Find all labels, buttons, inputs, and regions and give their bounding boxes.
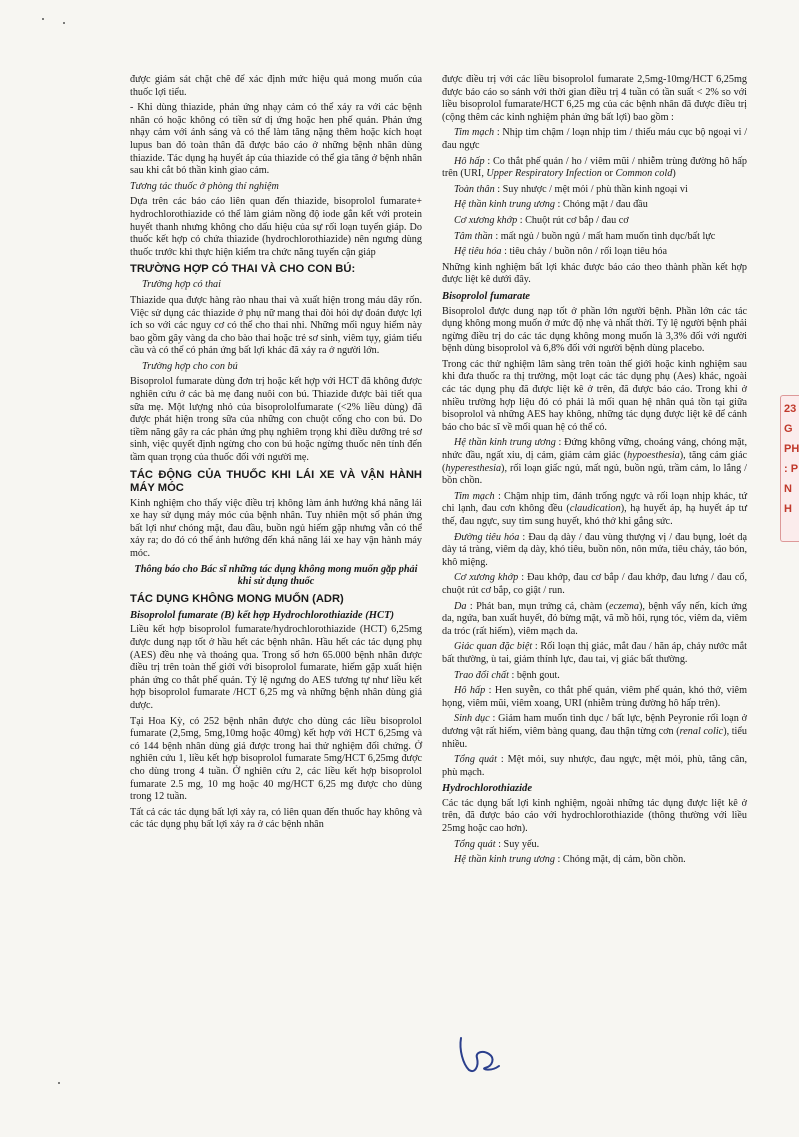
- signature-mark: [455, 1030, 505, 1080]
- adr-text: : Rối loạn thị giác, mắt đau / hăn áp, chảy nước mắt bất thường, ù tai, giảm thính lực, đau tai, vị giác bất thường.: [442, 641, 747, 665]
- adr-text: ), hạ huyết áp, hạ huyết áp tư thế, đau ngực, suy tim sung huyết, khó thở khi gắng sức.: [442, 503, 747, 527]
- adr-text: : Đau khớp, đau cơ bắp / đau khớp, đau lưng / đau cổ, chuột rút cơ bắp, co giật / run.: [442, 572, 747, 596]
- adr-text: : Chóng mặt / đau đầu: [557, 199, 648, 211]
- adr-label: Tim mạch: [454, 127, 495, 139]
- adr-text: : Phát ban, mụn trứng cá, chàm (: [469, 600, 610, 612]
- adr-item: [442, 713, 747, 751]
- adr-text: : Suy yếu.: [498, 838, 540, 850]
- adr-item: [442, 437, 747, 487]
- paragraph: Tất cả các tác dụng bất lợi xảy ra, có liên quan đến thuốc hay không và các tác dụng phụ bất lợi xảy ra ở các bệnh nhân: [130, 806, 422, 831]
- adr-text: : Đau dạ dày / đau vùng thượng vị / đau bụng, loét dạ dày tá tràng, viêm dạ dày, khó tiêu, buồn nôn, nôn mửa, tiêu chảy, táo bón, khô miệng.: [442, 531, 748, 568]
- adr-item: [442, 215, 747, 228]
- adr-text: ): [672, 168, 676, 180]
- adr-label: Giác quan đặc biệt: [454, 641, 533, 653]
- adr-text: : Giảm ham muốn tình dục / bất lực, bệnh Peyronie rối loạn ở dương vật rất hiếm, viêm bàng quang, đau thận từng cơn (: [442, 713, 748, 737]
- paragraph: Kinh nghiệm cho thấy việc điều trị không làm ảnh hưởng khả năng lái xe hay sử dụng máy móc của bệnh nhân. Tuy nhiên một số phản ứng bất lợi như chóng mặt, đau đầu, buồn ngủ hiếm gặp nhưng vẫn có thể xảy ra; do đó có thể ảnh hưởng đến khả năng lái xe hay vận hành máy móc.: [130, 497, 422, 559]
- adr-label: Tổng quát: [454, 838, 496, 850]
- adr-item: [442, 246, 747, 259]
- scan-speck: [42, 18, 44, 20]
- stamp-text: 23: [784, 403, 797, 415]
- adr-italic: hypoesthesia: [627, 450, 680, 462]
- subsection-heading: Bisoprolol fumarate (B) kết hợp Hydrochlorothiazide (HCT): [130, 609, 395, 621]
- stamp-text: : P: [784, 463, 799, 475]
- adr-text: : Co thắt phế quản / ho / viêm mũi / nhiễm trùng đường hô hấp trên (URI,: [442, 155, 747, 180]
- adr-italic: renal colic: [679, 725, 724, 737]
- paragraph: được điều trị với các liều bisoprolol fumarate 2,5mg-10mg/HCT 6,25mg được báo cáo so sánh với thời gian điều trị 4 tuần có tần suất < 2% so với liều bisoprolol fumarate/HCT 6,25 mg của các bệnh nhân đã được điều trị (cộng thêm các kinh nghiệm phản ứng bất lợi) bao gồm :: [442, 74, 747, 123]
- section-heading: TRƯỜNG HỢP CÓ THAI VÀ CHO CON BÚ:: [130, 263, 356, 276]
- paragraph: - Khi dùng thiazide, phản ứng nhạy cảm có thể xảy ra với các bệnh nhân có hoặc không có tiền sử dị ứng hoặc hen phế quản. Phản ứng nhạy cảm với ánh sáng và có thể làm tăng nặng thêm hoặc kích hoạt lupus ban đỏ toàn thân đã được báo cáo ở những bệnh nhân dùng thiazide. Tác dụng hạ huyết áp của thiazide có thể gia tăng ở bệnh nhân sau khi cắt bỏ thần kinh giao cảm.: [130, 102, 422, 177]
- paragraph: Dựa trên các báo cáo liên quan đến thiazide, bisoprolol fumarate+ hydrochlorothiazide có thể làm giảm nồng độ iode gắn kết với protein huyết thanh nhưng không cho dấu hiệu của sự rối loạn tuyến giáp. Do thuốc kết hợp có chứa thiazide (hydrochlorothiazide) nên ngưng dùng thuốc trước khi thực hiện kiểm tra chức năng tuyến cận giáp: [130, 196, 422, 258]
- paragraph: Tại Hoa Kỳ, có 252 bệnh nhân được cho dùng các liều bisoprolol fumarate (2,5mg, 5mg,10mg hoặc 40mg) kết hợp với HCT 6,25mg và có 144 bệnh nhân dùng giả được trong hai thử nghiệm đối chứng. Ở nghiên cứu 1, liều kết hợp bisoprolol fumarate 5mg/HCT 6,25mg được cho dùng trong 4 tuần. Ở nghiên cứu 2, các liều kết hợp bisoprolol fumarate 2.5 mg, 10 mg hoặc 40 mg/HCT 6,25 mg được cho dùng trong 12 tuần.: [130, 715, 422, 803]
- adr-text: : Suy nhược / mệt mỏi / phù thần kinh ngoại vi: [497, 183, 688, 195]
- right-column: [442, 74, 747, 870]
- subsection-heading: Hydrochlorothiazide: [442, 783, 533, 795]
- section-subtitle: Tương tác thuốc ở phòng thí nghiệm: [130, 180, 279, 192]
- adr-label: Tim mạch: [454, 490, 495, 502]
- section-heading: TÁC ĐỘNG CỦA THUỐC KHI LÁI XE VÀ VẬN HÀNH MÁY MÓC: [130, 468, 422, 494]
- adr-item: [442, 754, 747, 779]
- adr-text: : Nhịp tim chậm / loạn nhịp tim / thiếu máu cục bộ ngoại vi / đau ngực: [442, 127, 748, 151]
- adr-item: [442, 532, 747, 570]
- adr-item: [442, 670, 747, 683]
- adr-italic: eczema: [609, 600, 639, 612]
- scan-speck: [58, 1082, 60, 1084]
- adr-text: : Mệt mỏi, suy nhược, đau ngực, mệt mỏi, phù, tăng cân, phù mạch.: [442, 754, 747, 778]
- adr-label: Tâm thần: [454, 230, 493, 242]
- adr-label: Hô hấp: [454, 685, 486, 697]
- adr-item: [442, 854, 747, 867]
- adr-label: Hệ thần kinh trung ương: [454, 199, 555, 211]
- adr-item: [442, 199, 747, 212]
- adr-italic: Common cold: [615, 168, 673, 180]
- paragraph: Những kinh nghiệm bất lợi khác được báo cáo theo thành phần kết hợp được liệt kê dưới đây.: [442, 261, 747, 286]
- adr-item: [442, 601, 747, 639]
- adr-italic: claudication: [569, 503, 621, 515]
- adr-label: Hệ thần kinh trung ương: [454, 854, 555, 866]
- stamp-text: N: [784, 483, 792, 495]
- adr-label: Trao đổi chất: [454, 669, 509, 681]
- paragraph: Trong các thử nghiệm lâm sàng trên toàn thế giới hoặc kinh nghiệm sau khi đưa thuốc ra thị trường, một loạt các tác dụng phụ (Aes) khác, ngoài các tác dụng phụ đã được liệt kê ở trên, đã được báo cáo. Trong khi ở nhiều trường hợp liệu đó có phải là mối quan hệ nhân quả tồn tại giữa bisoprolol và những AES hay không, những tác dụng được liệt kê để cảnh báo cho bác sĩ về mối quan hệ có thể có.: [442, 358, 747, 433]
- adr-item: [442, 685, 747, 710]
- adr-text: ), bệnh vẩy nến, kích ứng da, ngứa, ban xuất huyết, đỏ bừng mặt, vã mồ hôi, rụng tóc, viêm da, viêm da tróc (rất hiếm), viêm mạch da.: [442, 600, 747, 637]
- notice-text: Thông báo cho Bác sĩ những tác dụng không mong muốn gặp phải khi sử dụng thuốc: [134, 563, 418, 588]
- adr-text: : Chuột rút cơ bắp / đau cơ: [519, 214, 629, 226]
- adr-item: [442, 184, 747, 197]
- stamp-mark: [780, 395, 799, 542]
- adr-text: : tiêu chảy / buồn nôn / rối loạn tiêu hóa: [504, 246, 668, 258]
- adr-label: Da: [454, 600, 467, 612]
- stamp-text: PH: [784, 443, 799, 455]
- adr-text: or: [601, 168, 616, 180]
- section-subtitle: Trường hợp cho con bú: [142, 360, 238, 372]
- subsection-heading: Bisoprolol fumarate: [442, 290, 530, 302]
- adr-italic: hyperesthesia: [445, 462, 502, 474]
- left-column: [130, 74, 422, 835]
- paragraph: Liều kết hợp bisoprolol fumarate/hydrochlorothiazide (HCT) 6,25mg được dung nạp tốt ở hầu hết các bệnh nhân. Hầu hết các tác dụng phụ (AES) đều nhẹ và thoáng qua. Trong số hơn 65.000 bệnh nhân được điều trị trên toàn thế giới với bisoprolol fumarate, hiếm gặp xuất hiện phản ứng co thắt phế quản. Tỷ lệ ngưng do AES tương tự như liều kết hợp bisoprolol fumarate /HCT 6,25 mg và những bệnh nhân dùng giả dược.: [130, 624, 422, 711]
- section-heading: TÁC DỤNG KHÔNG MONG MUỐN (ADR): [130, 592, 344, 605]
- adr-label: Cơ xương khớp: [454, 572, 519, 584]
- adr-label: Cơ xương khớp: [454, 214, 518, 226]
- adr-label: Tổng quát: [454, 754, 497, 766]
- adr-text: : Hen suyễn, co thắt phế quản, viêm phế quản, khó thở, viêm họng, viêm mũi, viêm xoang, URI (nhiễm trùng đường hô hấp trên).: [442, 685, 748, 709]
- adr-text: ), rối loạn giấc ngủ, mất ngủ, buồn ngủ, trầm cảm, lo lắng / bồn chồn.: [442, 462, 747, 487]
- adr-text: ), tăng cảm giác (: [442, 450, 748, 474]
- adr-label: Toàn thân: [454, 183, 495, 195]
- adr-italic: Upper Respiratory Infection: [486, 168, 602, 180]
- adr-item: [442, 127, 747, 152]
- adr-label: Hệ tiêu hóa: [454, 246, 502, 258]
- paragraph: Bisoprolol được dung nạp tốt ở phần lớn người bệnh. Phần lớn các tác dụng không mong muốn ở mức độ nhẹ và nhất thời. Tỷ lệ người bệnh phải ngừng điều trị do các tác dụng không mong muốn là 3,3% đối với người bệnh dùng bisoprolol và 6,8% đối với người bệnh dùng placebo.: [442, 305, 747, 355]
- adr-text: : mất ngủ / buồn ngủ / mất ham muốn tình dục/bất lực: [495, 230, 716, 242]
- adr-text: : Chậm nhịp tim, đánh trống ngực và rối loạn nhịp khác, tứ chi lạnh, đau cơn không đều (: [442, 490, 747, 515]
- section-subtitle: Trường hợp có thai: [142, 279, 221, 291]
- adr-item: [442, 156, 747, 181]
- paragraph: Bisoprolol fumarate dùng đơn trị hoặc kết hợp với HCT đã không được nghiên cứu ở các bà mẹ đang nuôi con bú. Thiazide được bài tiết qua sữa mẹ. Một lượng nhỏ của bisoprololfumarate (<2% liều dùng) đã được phát hiện trong sữa của những con chuột cống cho con bú. Do tiềm năng gây ra các phản ứng phụ nghiêm trọng khi điều dưỡng trẻ sơ sinh, việc quyết định ngừng cho con bú hoặc ngừng thuốc nên tính đến tầm quan trọng của thuốc đối với người mẹ.: [130, 376, 422, 464]
- adr-label: Đường tiêu hóa: [454, 531, 520, 543]
- adr-text: : Chóng mặt, dị cảm, bồn chồn.: [557, 854, 686, 866]
- adr-label: Hệ thần kinh trung ương: [454, 437, 556, 449]
- adr-text: ), tiểu nhiều.: [442, 725, 747, 750]
- adr-item: [442, 641, 747, 666]
- paragraph: Thiazide qua được hàng rào nhau thai và xuất hiện trong máu dây rốn. Việc sử dụng các thiazide ở phụ nữ mang thai đòi hỏi dự đoán được lợi ích so với các nguy cơ có thể cho thai nhi. Những mối nguy hiểm này bao gồm gây vàng da cho bào thai hoặc trẻ sơ sinh, viêm tụy, giảm tiểu cầu và có thể có phản ứng bất lợi khác đã xảy ra ở người lớn.: [130, 294, 422, 357]
- paragraph: được giám sát chặt chẽ để xác định mức hiệu quả mong muốn của thuốc lợi tiểu.: [130, 74, 422, 98]
- adr-label: Sinh dục: [454, 713, 490, 725]
- stamp-text: G: [784, 423, 793, 435]
- adr-item: [442, 491, 747, 529]
- adr-text: : bệnh gout.: [511, 669, 560, 681]
- adr-label: Hô hấp: [454, 155, 485, 167]
- adr-item: [442, 839, 747, 852]
- scan-speck: [63, 22, 65, 24]
- adr-item: [442, 231, 747, 244]
- stamp-text: H: [784, 503, 792, 515]
- adr-item: [442, 572, 747, 597]
- paragraph: Các tác dụng bất lợi kinh nghiệm, ngoài những tác dụng được liệt kê ở trên, đã được báo cáo với hydrochlorothiazide (thông thường với liều 25mg hoặc cao hơn).: [442, 797, 747, 835]
- adr-text: : Đứng không vững, choáng váng, chóng mặt, nhức đầu, ngất xỉu, dị cảm, giảm cảm giác (: [442, 437, 747, 462]
